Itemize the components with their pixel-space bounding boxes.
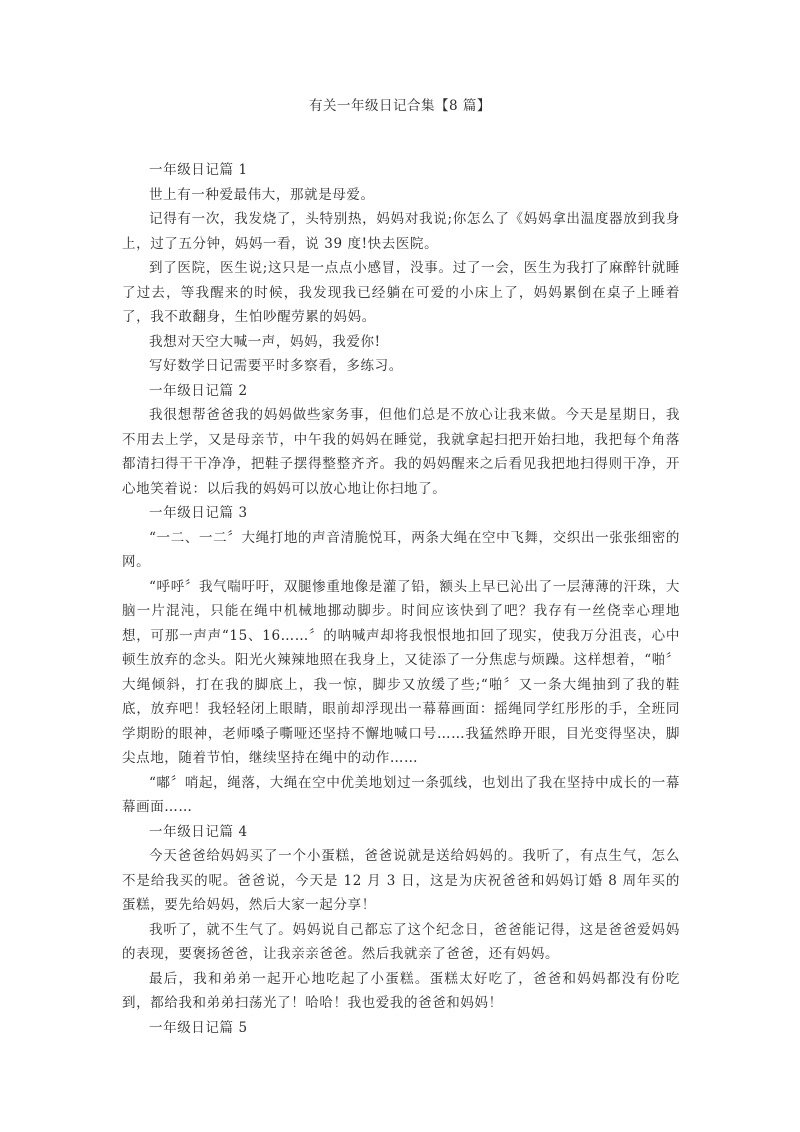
paragraph: 我很想帮爸爸我的妈妈做些家务事，但他们总是不放心让我来做。今天是星期日，我不用去上学，又是母亲节，中午我的妈妈在睡觉，我就拿起扫把开始扫地，我把每个角落都清扫得干干净净，把鞋子摆得整整齐齐。我的妈妈醒来之后看见我把地扫得则干净，开心地笑着说：以后我的妈妈可以放心地让你扫地了。: [122, 407, 680, 497]
section-heading: 一年级日记篇 2: [149, 382, 248, 399]
section-heading: 一年级日记篇 1: [149, 162, 248, 178]
paragraph: “呼呼〞我气喘吁吁，双腿惨重地像是灌了铅，额头上早已沁出了一层薄薄的汗珠，大脑一片混沌，只能在绳中机械地挪动脚步。时间应该快到了吧？我存有一丝侥幸心理地想，可那一声声“15、16……〞的呐喊声却将我恨恨地扣回了现实，使我万分沮丧，心中顿生放弃的念头。阳光火辣辣地照在我身上，又徒添了一分焦虑与烦躁。这样想着，“啪〞大绳倾斜，打在我的脚底上，我一惊，脚步又放缓了些;“啪〞又一条大绳抽到了我的鞋底，放弃吧！我轻轻闭上眼睛，眼前却浮现出一幕幕画面：摇绳同学红彤彤的手，全班同学期盼的眼神，老师嗓子嘶哑还坚持不懈地喊口号……我猛然睁开眼，目光变得坚决，脚尖点地，随着节怕，继续坚持在绳中的动作……: [122, 578, 680, 766]
section-heading: 一年级日记篇 5: [149, 1019, 248, 1036]
paragraph: 写好数学日记需要平时多察看，多练习。: [149, 358, 403, 374]
paragraph: 今天爸爸给妈妈买了一个小蛋糕，爸爸说就是送给妈妈的。我听了，有点生气，怎么不是给我买的呢。爸爸说，今天是 12 月 3 日，这是为庆祝爸爸和妈妈订婚 8 周年买的蛋糕，要先给妈妈，然后大家一起分享！: [122, 848, 680, 913]
paragraph: 我听了，就不生气了。妈妈说自己都忘了这个纪念日，爸爸能记得，这是爸爸爱妈妈的表现，要褒扬爸爸，让我亲亲爸爸。然后我就亲了爸爸，还有妈妈。: [122, 921, 680, 962]
section-heading: 一年级日记篇 3: [149, 505, 248, 521]
paragraph: 我想对天空大喊一声，妈妈，我爱你!: [149, 333, 381, 350]
document-title: 有关一年级日记合集【8 篇】: [309, 98, 491, 114]
paragraph: “嘟〞哨起，绳落，大绳在空中优美地划过一条弧线，也划出了我在坚持中成长的一幕幕画面……: [122, 774, 680, 815]
paragraph: 世上有一种爱最伟大，那就是母爱。: [149, 186, 375, 203]
document-body: [122, 158, 680, 1040]
section-heading: 一年级日记篇 4: [149, 823, 248, 840]
paragraph: “一二、一二〞大绳打地的声音清脆悦耳，两条大绳在空中飞舞，交织出一张张细密的网。: [122, 529, 680, 570]
paragraph: 记得有一次，我发烧了，头特别热，妈妈对我说;你怎么了《妈妈拿出温度器放到我身上，过了五分钟，妈妈一看，说 39 度!快去医院。: [122, 211, 680, 252]
paragraph: 到了医院，医生说;这只是一点点小感冒，没事。过了一会，医生为我打了麻醉针就睡了过去，等我醒来的时候，我发现我已经躺在可爱的小床上了，妈妈累倒在桌子上睡着了，我不敢翻身，生怕吵醒劳累的妈妈。: [122, 260, 680, 325]
paragraph: 最后，我和弟弟一起开心地吃起了小蛋糕。蛋糕太好吃了，爸爸和妈妈都没有份吃到，都给我和弟弟扫荡光了！哈哈！我也爱我的爸爸和妈妈！: [122, 970, 680, 1011]
